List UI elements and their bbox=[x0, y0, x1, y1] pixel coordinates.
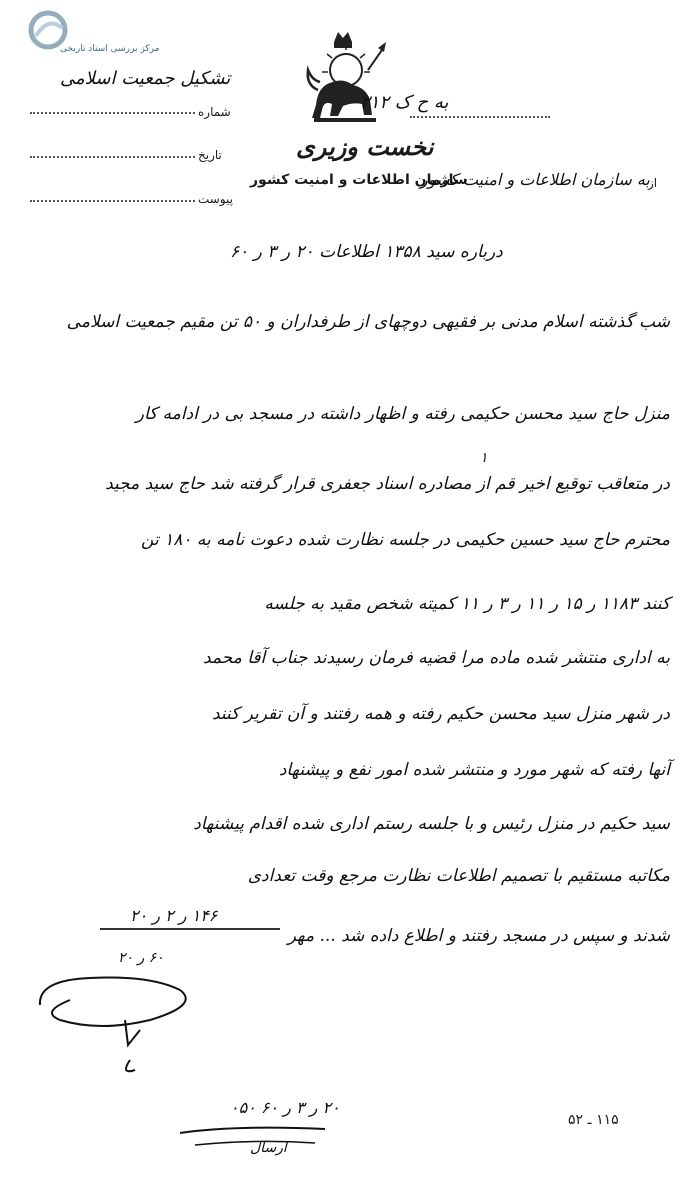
document-code: ۱۱۵ ـ ۵۲ bbox=[568, 1112, 619, 1128]
watermark-text: مرکز بررسی اسناد تاریخی bbox=[60, 44, 160, 54]
lion-and-sun-emblem-icon bbox=[298, 30, 388, 135]
margin-note: ۱ bbox=[480, 450, 488, 466]
date-subject-line: درباره سید ۱۳۵۸ اطلاعات ۲۰ ر ۳ ر ۶۰ bbox=[230, 242, 503, 262]
subject-handwriting: تشکیل جمعیت اسلامی bbox=[60, 68, 231, 89]
body-line-6: به اداری منتشر شده ماده مرا قضیه فرمان رسیدند جناب آقا محمد bbox=[202, 648, 670, 668]
body-line-5: کنند ۱۱۸۳ ر ۱۵ ر ۱۱ ر ۳ ر ۱۱ کمیته شخص مقید به جلسه bbox=[264, 594, 670, 614]
number-label: شماره bbox=[198, 105, 231, 119]
body-line-4: محترم حاج سید حسین حکیمی در جلسه نظارت شده دعوت نامه به ۱۸۰ تن bbox=[141, 530, 670, 550]
body-line-3: در متعاقب توقیع اخیر قم از مصادره اسناد جعفری قرار گرفته شد حاج سید مجید bbox=[105, 474, 670, 494]
body-line-9: سید حکیم در منزل رئیس و با جلسه رستم اداری شده اقدام پیشنهاد bbox=[193, 814, 670, 834]
attachment-label: پیوست bbox=[198, 192, 233, 206]
signature-note: ۱۴۶ ر ۲ ر ۲۰ bbox=[130, 906, 218, 925]
reference-underline bbox=[410, 116, 550, 118]
body-line-2: منزل حاج سید محسن حکیمی رفته و اظهار داشته در مسجد بی در ادامه کار bbox=[135, 404, 670, 424]
attachment-line bbox=[30, 200, 195, 202]
reference-number: به ح ک ۳۱۲ bbox=[360, 92, 449, 113]
body-line-7: در شهر منزل سید محسن حکیم رفته و همه رفتند و آن تقریر کنند bbox=[211, 704, 670, 724]
number-line bbox=[30, 112, 195, 114]
body-line-1: شب گذشته اسلام مدنی بر فقیهی دوچهای از طرفداران و ۵۰ تن مقیم جمعیت اسلامی bbox=[66, 312, 670, 332]
closing-note-2: ارسال bbox=[250, 1140, 287, 1156]
organization-name: سازمان اطلاعات و امنیت کشور bbox=[250, 172, 468, 188]
office-title: نخست وزیری bbox=[296, 132, 434, 161]
date-label: تاریخ bbox=[198, 148, 222, 162]
closing-underline-icon bbox=[175, 1095, 355, 1175]
closing-note: ۲۰ ر ۳ ر ۶۰ ۰۵۰ bbox=[230, 1098, 340, 1117]
signature-note-2: ۶۰ ر ۲۰ bbox=[118, 950, 164, 966]
date-line bbox=[30, 156, 195, 158]
body-line-10: مکاتبه مستقیم با تصمیم اطلاعات نظارت مرجع وقت تعدادی bbox=[247, 866, 670, 886]
body-line-8: آنها رفته که شهر مورد و منتشر شده امور نفع و پیشنهاد bbox=[278, 760, 670, 780]
body-line-11: شدند و سپس در مسجد رفتند و اطلاع داده شد ... مهر bbox=[287, 926, 670, 946]
to-value: به سازمان اطلاعات و امنیت کشور bbox=[420, 170, 650, 189]
archive-logo-icon bbox=[6, 6, 176, 66]
to-label: از bbox=[648, 176, 658, 190]
handwritten-signature-icon bbox=[30, 950, 230, 1080]
signature-underline bbox=[100, 928, 280, 930]
